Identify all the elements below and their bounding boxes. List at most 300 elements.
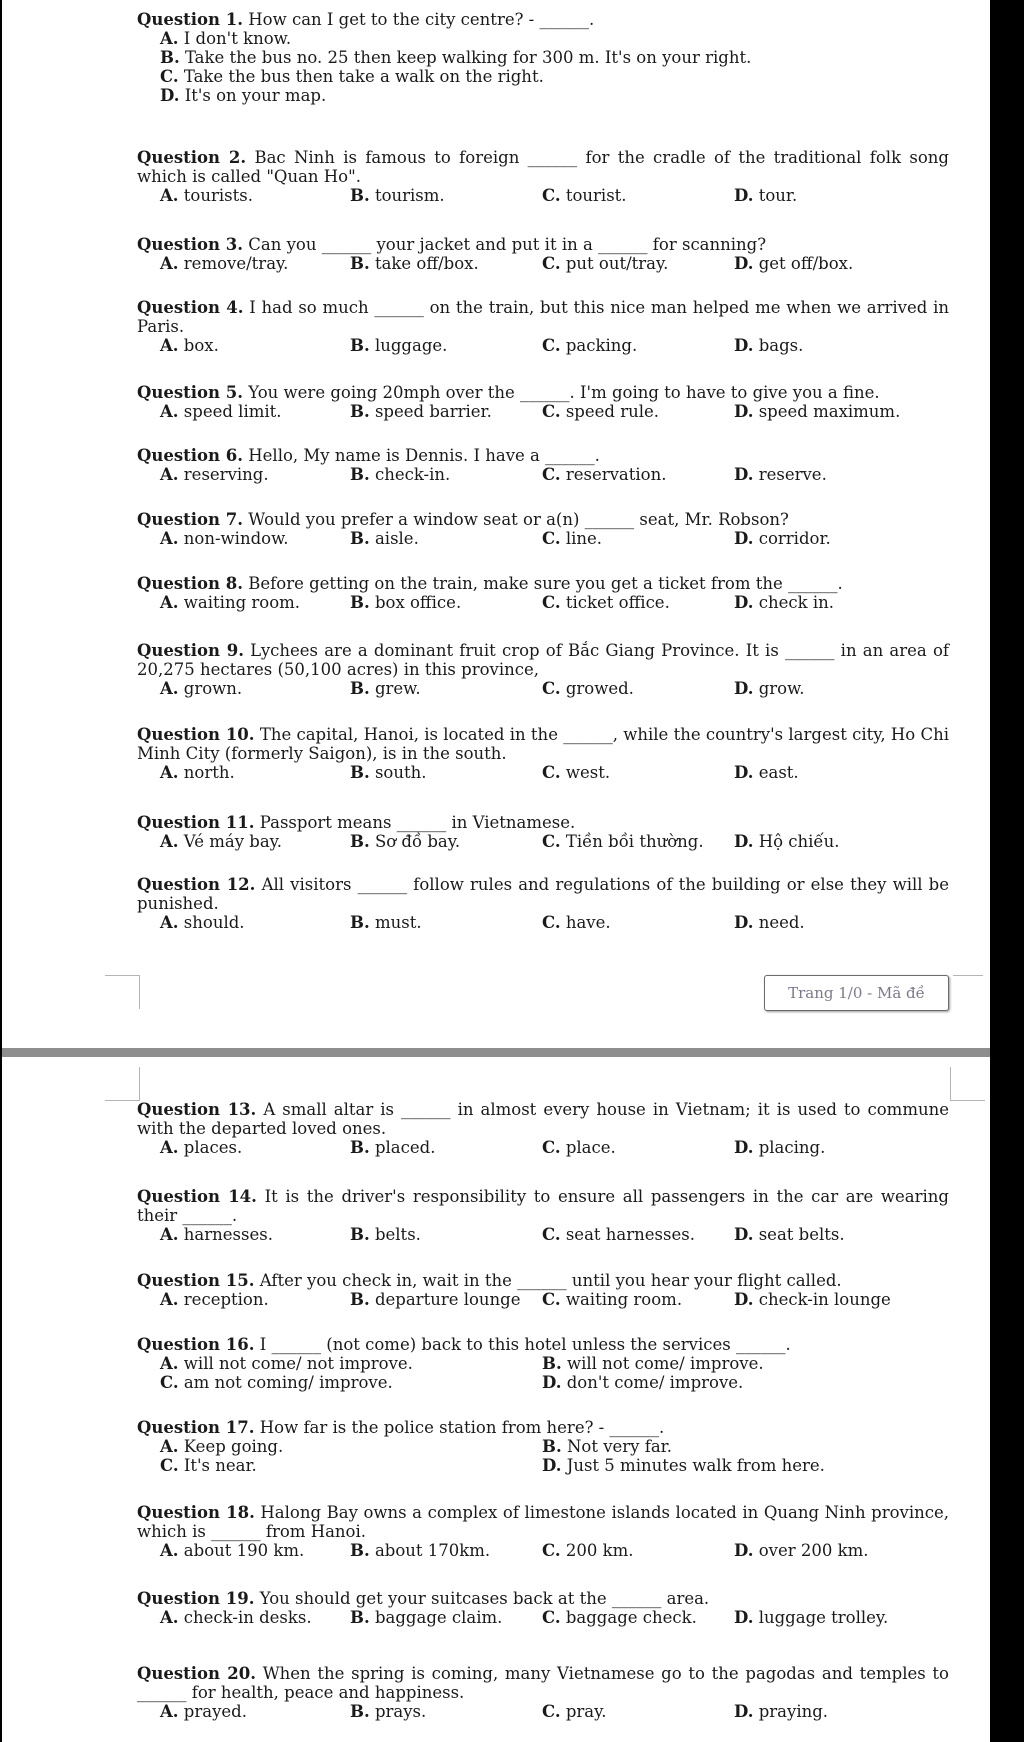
option-text: departure lounge bbox=[374, 1290, 521, 1309]
option-text: I don't know. bbox=[183, 29, 292, 48]
option-text: Vé máy bay. bbox=[183, 832, 283, 851]
question-block bbox=[137, 298, 949, 355]
option-text: Sơ đồ bay. bbox=[374, 832, 461, 851]
option-letter: A. bbox=[160, 679, 179, 698]
question-stem: Bac Ninh is famous to foreign ______ for the cradle of the traditional folk song which is called "Quan Ho". bbox=[137, 148, 949, 186]
option-text: baggage claim. bbox=[374, 1608, 503, 1627]
options-row bbox=[160, 1225, 949, 1244]
answer-option[interactable] bbox=[542, 1456, 825, 1475]
page-gap bbox=[2, 1028, 990, 1058]
answer-option[interactable] bbox=[160, 1354, 413, 1373]
question-text bbox=[137, 1271, 949, 1290]
question-label: Question 8. bbox=[137, 574, 244, 593]
answer-option[interactable] bbox=[350, 336, 447, 355]
question-block bbox=[137, 1503, 949, 1560]
answer-option[interactable] bbox=[350, 402, 492, 421]
option-letter: D. bbox=[734, 186, 754, 205]
answer-option[interactable] bbox=[160, 1608, 312, 1627]
answer-option[interactable] bbox=[160, 336, 219, 355]
option-letter: D. bbox=[734, 679, 754, 698]
option-text: remove/tray. bbox=[183, 254, 289, 273]
option-letter: A. bbox=[160, 1541, 179, 1560]
option-letter: A. bbox=[160, 1702, 179, 1721]
answer-option[interactable] bbox=[734, 1608, 888, 1627]
option-letter: D. bbox=[734, 1702, 754, 1721]
option-letter: B. bbox=[350, 763, 370, 782]
option-letter: D. bbox=[734, 1138, 754, 1157]
option-letter: D. bbox=[734, 465, 754, 484]
option-letter: B. bbox=[350, 1290, 370, 1309]
answer-option[interactable] bbox=[542, 832, 704, 851]
answer-option[interactable] bbox=[350, 465, 450, 484]
option-letter: C. bbox=[542, 679, 561, 698]
option-text: speed limit. bbox=[183, 402, 282, 421]
question-stem: I had so much ______ on the train, but this nice man helped me when we arrived in Paris. bbox=[137, 298, 949, 336]
question-label: Question 9. bbox=[137, 641, 244, 660]
options-row bbox=[160, 254, 949, 273]
option-text: waiting room. bbox=[565, 1290, 683, 1309]
question-block bbox=[137, 574, 949, 612]
answer-option[interactable] bbox=[160, 86, 949, 105]
answer-option[interactable] bbox=[734, 465, 827, 484]
option-letter: C. bbox=[542, 336, 561, 355]
option-letter: A. bbox=[160, 186, 179, 205]
answer-option[interactable] bbox=[734, 186, 797, 205]
option-letter: A. bbox=[160, 465, 179, 484]
answer-option[interactable] bbox=[160, 1702, 247, 1721]
answer-option[interactable] bbox=[734, 1290, 891, 1309]
question-block bbox=[137, 875, 949, 932]
option-text: pray. bbox=[565, 1702, 607, 1721]
option-letter: C. bbox=[542, 763, 561, 782]
option-text: tourism. bbox=[374, 186, 445, 205]
answer-option[interactable] bbox=[734, 679, 805, 698]
options-row bbox=[160, 529, 949, 548]
option-letter: D. bbox=[734, 1225, 754, 1244]
option-letter: B. bbox=[542, 1437, 562, 1456]
option-text: speed maximum. bbox=[758, 402, 901, 421]
option-text: put out/tray. bbox=[565, 254, 669, 273]
answer-option[interactable] bbox=[160, 529, 289, 548]
option-letter: D. bbox=[734, 1290, 754, 1309]
option-text: Just 5 minutes walk from here. bbox=[566, 1456, 825, 1475]
answer-option[interactable] bbox=[734, 593, 834, 612]
option-text: harnesses. bbox=[183, 1225, 273, 1244]
option-letter: D. bbox=[734, 402, 754, 421]
question-label: Question 3. bbox=[137, 235, 244, 254]
answer-option[interactable] bbox=[542, 1290, 682, 1309]
option-text: check-in. bbox=[374, 465, 451, 484]
option-text: Keep going. bbox=[183, 1437, 284, 1456]
question-stem: You should get your suitcases back at the ______ area. bbox=[259, 1589, 710, 1608]
question-block bbox=[137, 446, 949, 484]
option-letter: D. bbox=[542, 1456, 562, 1475]
question-stem: I ______ (not come) back to this hotel unless the services ______. bbox=[259, 1335, 791, 1354]
option-letter: A. bbox=[160, 1225, 179, 1244]
option-letter: D. bbox=[160, 86, 180, 105]
option-letter: B. bbox=[350, 679, 370, 698]
question-label: Question 18. bbox=[137, 1503, 255, 1522]
options-row bbox=[160, 1290, 949, 1309]
option-text: about 190 km. bbox=[183, 1541, 305, 1560]
question-stem: Can you ______ your jacket and put it in a ______ for scanning? bbox=[248, 235, 767, 254]
option-text: corridor. bbox=[758, 529, 831, 548]
option-text: should. bbox=[183, 913, 245, 932]
answer-option[interactable] bbox=[160, 465, 269, 484]
answer-option[interactable] bbox=[160, 679, 242, 698]
question-stem: How far is the police station from here? - ______. bbox=[259, 1418, 665, 1437]
option-letter: C. bbox=[542, 402, 561, 421]
option-letter: A. bbox=[160, 832, 179, 851]
option-text: luggage. bbox=[374, 336, 448, 355]
question-block bbox=[137, 148, 949, 205]
answer-option[interactable] bbox=[350, 529, 419, 548]
question-stem: Lychees are a dominant fruit crop of Bắc Giang Province. It is ______ in an area of 20,275 hectares (50,100 acres) in this province, bbox=[137, 641, 949, 679]
question-block bbox=[137, 1187, 949, 1244]
answer-option[interactable] bbox=[160, 832, 282, 851]
option-letter: A. bbox=[160, 529, 179, 548]
question-label: Question 12. bbox=[137, 875, 256, 894]
question-block bbox=[137, 1664, 949, 1721]
answer-option[interactable] bbox=[542, 186, 627, 205]
option-text: seat harnesses. bbox=[565, 1225, 695, 1244]
option-text: aisle. bbox=[374, 529, 419, 548]
option-text: grown. bbox=[183, 679, 243, 698]
question-stem: Would you prefer a window seat or a(n) ______ seat, Mr. Robson? bbox=[248, 510, 789, 529]
option-text: check-in lounge bbox=[758, 1290, 891, 1309]
answer-option[interactable] bbox=[734, 1225, 845, 1244]
answer-option[interactable] bbox=[160, 1373, 393, 1392]
option-text: line. bbox=[565, 529, 603, 548]
options-row bbox=[160, 679, 949, 698]
question-label: Question 19. bbox=[137, 1589, 255, 1608]
option-text: 200 km. bbox=[565, 1541, 634, 1560]
option-letter: C. bbox=[542, 1541, 561, 1560]
question-label: Question 11. bbox=[137, 813, 255, 832]
option-text: will not come/ not improve. bbox=[183, 1354, 413, 1373]
question-stem: Halong Bay owns a complex of limestone islands located in Quang Ninh province, which is ______ from Hanoi. bbox=[137, 1503, 949, 1541]
question-label: Question 17. bbox=[137, 1418, 255, 1437]
option-letter: C. bbox=[542, 186, 561, 205]
option-text: luggage trolley. bbox=[758, 1608, 889, 1627]
option-letter: C. bbox=[542, 465, 561, 484]
option-letter: C. bbox=[542, 254, 561, 273]
answer-option[interactable] bbox=[542, 1541, 633, 1560]
options-row bbox=[160, 763, 949, 782]
question-text bbox=[137, 1589, 949, 1608]
question-block bbox=[137, 1418, 949, 1475]
answer-option[interactable] bbox=[350, 1138, 435, 1157]
question-block bbox=[137, 1100, 949, 1157]
option-text: tourists. bbox=[183, 186, 253, 205]
option-letter: A. bbox=[160, 254, 179, 273]
answer-option[interactable] bbox=[542, 1138, 616, 1157]
option-letter: D. bbox=[734, 913, 754, 932]
option-text: belts. bbox=[374, 1225, 421, 1244]
question-label: Question 13. bbox=[137, 1100, 257, 1119]
question-block bbox=[137, 641, 949, 698]
option-letter: C. bbox=[542, 1138, 561, 1157]
option-letter: D. bbox=[734, 593, 754, 612]
option-letter: D. bbox=[734, 1541, 754, 1560]
option-text: Not very far. bbox=[566, 1437, 673, 1456]
answer-option[interactable] bbox=[350, 1225, 421, 1244]
answer-option[interactable] bbox=[350, 679, 421, 698]
question-text bbox=[137, 725, 949, 763]
option-text: waiting room. bbox=[183, 593, 301, 612]
options-row bbox=[160, 465, 949, 484]
question-label: Question 2. bbox=[137, 148, 247, 167]
option-text: take off/box. bbox=[374, 254, 479, 273]
answer-option[interactable] bbox=[542, 1608, 697, 1627]
question-text bbox=[137, 574, 949, 593]
options-row bbox=[160, 1541, 949, 1560]
options-row bbox=[160, 1437, 949, 1456]
question-text bbox=[137, 1664, 949, 1702]
option-text: over 200 km. bbox=[758, 1541, 869, 1560]
option-text: south. bbox=[374, 763, 427, 782]
answer-option[interactable] bbox=[160, 593, 300, 612]
option-text: don't come/ improve. bbox=[566, 1373, 744, 1392]
question-text bbox=[137, 1335, 949, 1354]
answer-option[interactable] bbox=[160, 1456, 257, 1475]
option-text: reserving. bbox=[183, 465, 269, 484]
answer-option[interactable] bbox=[734, 336, 803, 355]
question-stem: After you check in, wait in the ______ until you hear your flight called. bbox=[259, 1271, 842, 1290]
options-row bbox=[160, 1373, 949, 1392]
answer-option[interactable] bbox=[160, 763, 235, 782]
answer-option[interactable] bbox=[734, 763, 799, 782]
option-letter: A. bbox=[160, 29, 179, 48]
answer-option[interactable] bbox=[542, 1373, 743, 1392]
option-text: get off/box. bbox=[758, 254, 854, 273]
question-block bbox=[137, 813, 949, 851]
option-letter: D. bbox=[542, 1373, 562, 1392]
option-letter: C. bbox=[160, 1456, 179, 1475]
option-letter: B. bbox=[350, 1702, 370, 1721]
page-corner-mark bbox=[105, 975, 140, 1009]
options-row bbox=[160, 593, 949, 612]
answer-option[interactable] bbox=[734, 1138, 825, 1157]
option-text: grow. bbox=[758, 679, 805, 698]
option-text: west. bbox=[565, 763, 611, 782]
answer-option[interactable] bbox=[350, 593, 461, 612]
option-letter: A. bbox=[160, 1354, 179, 1373]
option-text: It's near. bbox=[183, 1456, 257, 1475]
options-row bbox=[160, 336, 949, 355]
option-text: speed rule. bbox=[565, 402, 660, 421]
option-text: ticket office. bbox=[565, 593, 670, 612]
option-text: growed. bbox=[565, 679, 634, 698]
option-letter: B. bbox=[350, 1608, 370, 1627]
answer-option[interactable] bbox=[542, 336, 637, 355]
option-text: placed. bbox=[374, 1138, 436, 1157]
answer-option[interactable] bbox=[160, 1225, 273, 1244]
option-letter: B. bbox=[160, 48, 180, 67]
option-letter: C. bbox=[542, 1290, 561, 1309]
answer-option[interactable] bbox=[734, 402, 900, 421]
answer-option[interactable] bbox=[734, 913, 805, 932]
question-block bbox=[137, 1589, 949, 1627]
option-text: praying. bbox=[758, 1702, 829, 1721]
option-letter: B. bbox=[350, 1541, 370, 1560]
answer-option[interactable] bbox=[734, 832, 839, 851]
answer-option[interactable] bbox=[734, 254, 853, 273]
option-text: reserve. bbox=[758, 465, 827, 484]
option-text: non-window. bbox=[183, 529, 289, 548]
options-row bbox=[160, 832, 949, 851]
answer-option[interactable] bbox=[542, 679, 634, 698]
option-text: tour. bbox=[758, 186, 798, 205]
exam-page-2 bbox=[2, 1058, 990, 1742]
page-corner-mark bbox=[950, 1067, 985, 1101]
question-label: Question 16. bbox=[137, 1335, 255, 1354]
question-text bbox=[137, 446, 949, 465]
answer-option[interactable] bbox=[542, 465, 667, 484]
answer-option[interactable] bbox=[734, 1541, 869, 1560]
answer-option[interactable] bbox=[160, 1290, 269, 1309]
option-text: am not coming/ improve. bbox=[183, 1373, 393, 1392]
answer-option[interactable] bbox=[350, 913, 422, 932]
answer-option[interactable] bbox=[160, 67, 949, 86]
option-letter: C. bbox=[542, 832, 561, 851]
question-label: Question 15. bbox=[137, 1271, 255, 1290]
question-text bbox=[137, 10, 949, 29]
question-stem: Before getting on the train, make sure you get a ticket from the ______. bbox=[248, 574, 843, 593]
page-separator bbox=[2, 1048, 990, 1057]
option-text: Take the bus then take a walk on the right. bbox=[183, 67, 544, 86]
answer-option[interactable] bbox=[160, 254, 288, 273]
option-text: check-in desks. bbox=[183, 1608, 312, 1627]
options-row bbox=[160, 1354, 949, 1373]
option-text: packing. bbox=[565, 336, 638, 355]
option-letter: B. bbox=[542, 1354, 562, 1373]
option-letter: A. bbox=[160, 1138, 179, 1157]
question-label: Question 14. bbox=[137, 1187, 257, 1206]
question-label: Question 20. bbox=[137, 1664, 256, 1683]
options-row bbox=[160, 402, 949, 421]
question-text bbox=[137, 1187, 949, 1225]
answer-option[interactable] bbox=[160, 29, 949, 48]
question-block bbox=[137, 510, 949, 548]
question-text bbox=[137, 510, 949, 529]
question-text bbox=[137, 813, 949, 832]
answer-option[interactable] bbox=[350, 832, 460, 851]
option-letter: A. bbox=[160, 1608, 179, 1627]
question-label: Question 7. bbox=[137, 510, 244, 529]
answer-option[interactable] bbox=[542, 593, 670, 612]
answer-option[interactable] bbox=[160, 913, 245, 932]
answer-option[interactable] bbox=[160, 48, 949, 67]
option-text: have. bbox=[565, 913, 611, 932]
answer-option[interactable] bbox=[734, 1702, 828, 1721]
answer-option[interactable] bbox=[542, 529, 602, 548]
answer-option[interactable] bbox=[350, 1608, 502, 1627]
option-text: box. bbox=[183, 336, 219, 355]
answer-option[interactable] bbox=[350, 186, 445, 205]
question-label: Question 10. bbox=[137, 725, 255, 744]
answer-option[interactable] bbox=[542, 913, 611, 932]
answer-option[interactable] bbox=[542, 1225, 695, 1244]
option-text: tourist. bbox=[565, 186, 627, 205]
question-block bbox=[137, 10, 949, 105]
answer-option[interactable] bbox=[350, 763, 426, 782]
answer-option[interactable] bbox=[350, 1702, 426, 1721]
question-stem: How can I get to the city centre? - ______. bbox=[248, 10, 595, 29]
answer-option[interactable] bbox=[542, 254, 668, 273]
option-letter: D. bbox=[734, 336, 754, 355]
answer-option[interactable] bbox=[350, 1290, 521, 1309]
option-letter: B. bbox=[350, 186, 370, 205]
option-letter: C. bbox=[542, 593, 561, 612]
question-text bbox=[137, 383, 949, 402]
option-text: reception. bbox=[183, 1290, 269, 1309]
question-label: Question 6. bbox=[137, 446, 244, 465]
option-text: Tiền bồi thường. bbox=[565, 832, 704, 851]
option-text: north. bbox=[183, 763, 235, 782]
option-letter: B. bbox=[350, 593, 370, 612]
question-stem: A small altar is ______ in almost every house in Vietnam; it is used to commune with the departed loved ones. bbox=[137, 1100, 949, 1138]
options-row bbox=[160, 1702, 949, 1721]
option-letter: A. bbox=[160, 1290, 179, 1309]
option-text: placing. bbox=[758, 1138, 826, 1157]
answer-option[interactable] bbox=[160, 1437, 283, 1456]
option-text: prays. bbox=[374, 1702, 427, 1721]
question-text bbox=[137, 235, 949, 254]
option-letter: B. bbox=[350, 336, 370, 355]
answer-option[interactable] bbox=[542, 402, 659, 421]
question-block bbox=[137, 1271, 949, 1309]
options-row bbox=[160, 1138, 949, 1157]
page-corner-mark bbox=[953, 975, 983, 977]
answer-option[interactable] bbox=[542, 763, 610, 782]
option-letter: A. bbox=[160, 402, 179, 421]
option-text: baggage check. bbox=[565, 1608, 697, 1627]
option-text: about 170km. bbox=[374, 1541, 491, 1560]
question-stem: Hello, My name is Dennis. I have a ______. bbox=[248, 446, 600, 465]
answer-option[interactable] bbox=[542, 1437, 672, 1456]
option-letter: B. bbox=[350, 1138, 370, 1157]
question-text bbox=[137, 298, 949, 336]
answer-option[interactable] bbox=[160, 1541, 304, 1560]
options-row bbox=[160, 186, 949, 205]
option-letter: B. bbox=[350, 254, 370, 273]
question-text bbox=[137, 1100, 949, 1138]
answer-option[interactable] bbox=[160, 1138, 242, 1157]
option-letter: D. bbox=[734, 529, 754, 548]
answer-option[interactable] bbox=[542, 1354, 764, 1373]
option-text: speed barrier. bbox=[374, 402, 492, 421]
option-letter: B. bbox=[350, 913, 370, 932]
answer-option[interactable] bbox=[350, 254, 479, 273]
option-text: need. bbox=[758, 913, 805, 932]
option-letter: A. bbox=[160, 593, 179, 612]
option-letter: B. bbox=[350, 402, 370, 421]
answer-option[interactable] bbox=[542, 1702, 607, 1721]
answer-option[interactable] bbox=[160, 402, 282, 421]
answer-option[interactable] bbox=[734, 529, 831, 548]
question-text bbox=[137, 148, 949, 186]
question-label: Question 1. bbox=[137, 10, 244, 29]
option-text: must. bbox=[374, 913, 422, 932]
option-letter: B. bbox=[350, 832, 370, 851]
option-text: seat belts. bbox=[758, 1225, 845, 1244]
answer-option[interactable] bbox=[350, 1541, 490, 1560]
question-block bbox=[137, 383, 949, 421]
question-block bbox=[137, 725, 949, 782]
answer-option[interactable] bbox=[160, 186, 253, 205]
question-stem: All visitors ______ follow rules and regulations of the building or else they will be punished. bbox=[137, 875, 950, 913]
